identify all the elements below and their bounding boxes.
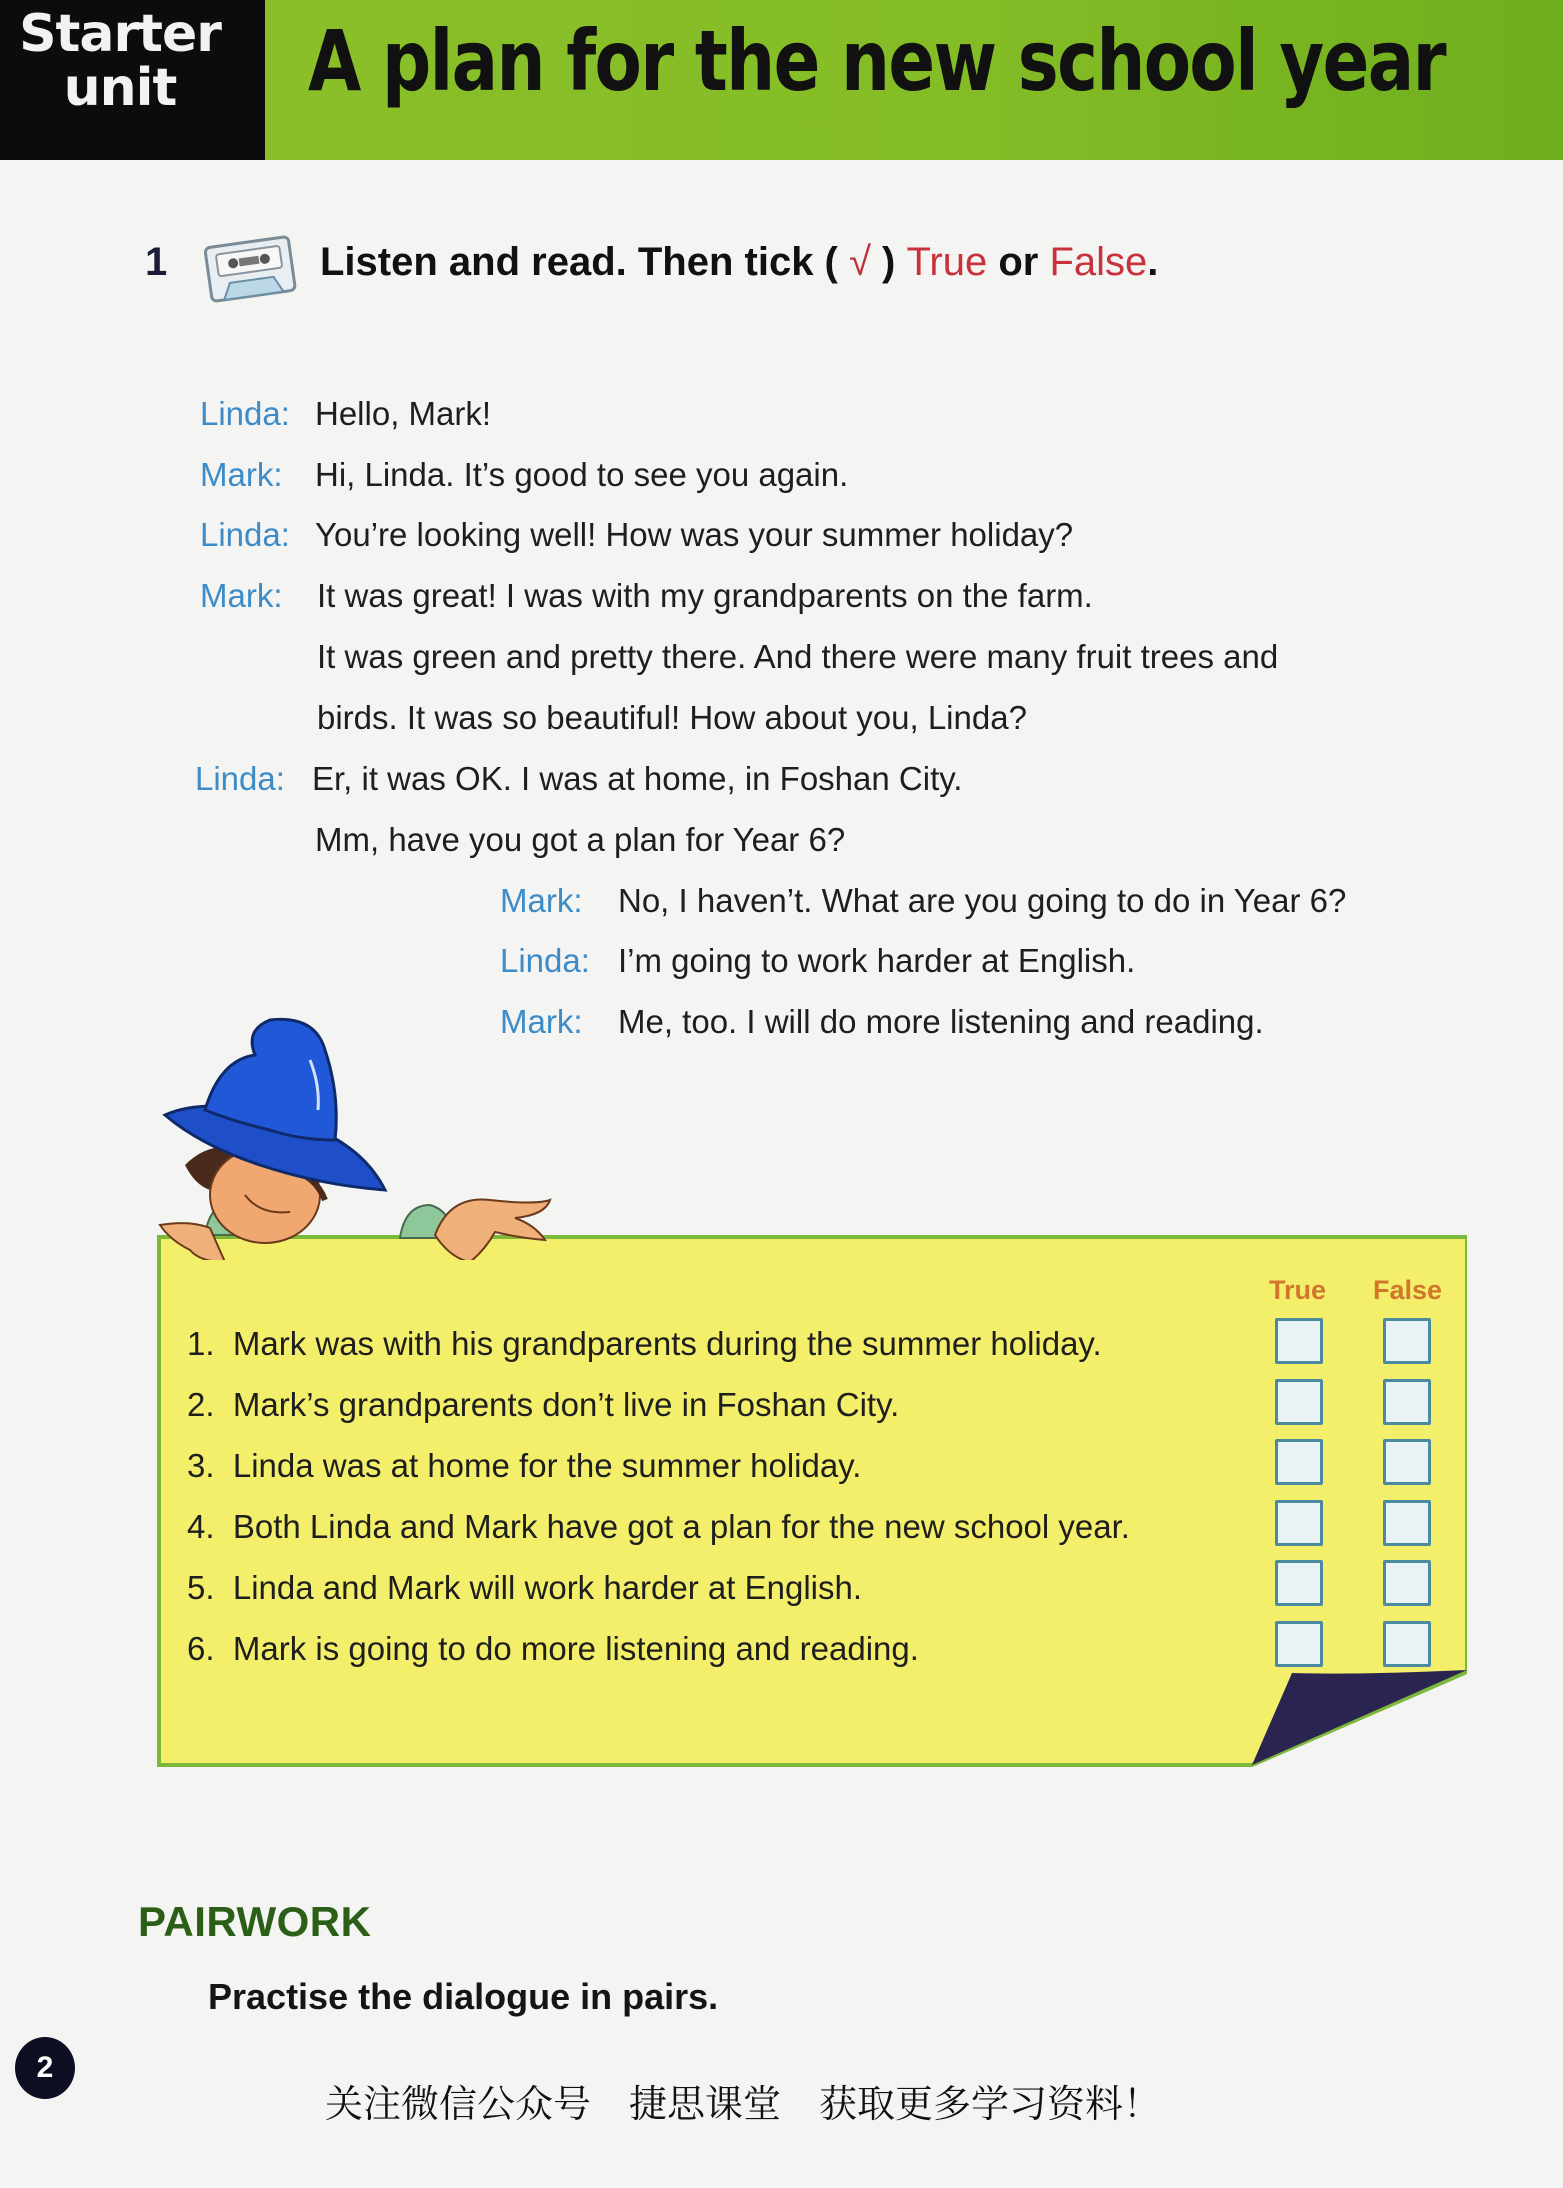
page-number-badge: 2	[15, 2037, 75, 2099]
statement-number: 5.	[187, 1569, 215, 1606]
true-checkbox[interactable]	[1275, 1560, 1323, 1606]
statement-number: 1.	[187, 1325, 215, 1362]
true-checkbox[interactable]	[1275, 1621, 1323, 1667]
speaker-label: Mark:	[200, 577, 283, 614]
statement-text	[187, 1569, 862, 1607]
page-header	[0, 0, 1563, 160]
exercise-heading	[145, 232, 1395, 302]
exercise-instruction	[320, 240, 1158, 285]
instruction-period: .	[1147, 240, 1159, 284]
wizard-character-illustration	[150, 1000, 570, 1260]
statement-body: Mark’s grandparents don’t live in Foshan City.	[232, 1386, 900, 1423]
speaker-label: Linda:	[500, 942, 590, 979]
pairwork-instruction: Practise the dialogue in pairs.	[208, 1976, 719, 2017]
instruction-text: Listen and read. Then tick (	[320, 240, 849, 284]
false-checkbox[interactable]	[1383, 1439, 1431, 1485]
true-checkbox[interactable]	[1275, 1439, 1323, 1485]
statement-text	[187, 1447, 861, 1485]
false-checkbox[interactable]	[1383, 1500, 1431, 1546]
dialogue-line: It was great! I was with my grandparents on the farm.	[317, 577, 1093, 614]
statement-body: Linda was at home for the summer holiday.	[232, 1447, 862, 1484]
statement-text	[187, 1630, 919, 1668]
unit-badge	[0, 0, 265, 160]
tick-mark-icon: √	[848, 240, 871, 284]
column-header-true: True	[1269, 1275, 1327, 1305]
dialogue-line: Hello, Mark!	[315, 395, 492, 432]
statement-text	[187, 1386, 899, 1424]
true-word: True	[906, 240, 988, 284]
speaker-label: Mark:	[200, 456, 283, 493]
speaker-label: Linda:	[200, 516, 290, 553]
speaker-label: Mark:	[500, 1003, 583, 1040]
dialogue-line: You’re looking well! How was your summer holiday?	[315, 516, 1074, 553]
false-checkbox[interactable]	[1383, 1379, 1431, 1425]
or-word: or	[987, 240, 1050, 284]
false-checkbox[interactable]	[1383, 1560, 1431, 1606]
statement-body: Linda and Mark will work harder at English.	[232, 1569, 863, 1606]
statement-body: Mark was with his grandparents during the summer holiday.	[232, 1325, 1102, 1362]
dialogue-line: Hi, Linda. It’s good to see you again.	[315, 456, 849, 493]
false-word: False	[1049, 240, 1148, 284]
statement-body: Mark is going to do more listening and reading.	[232, 1630, 919, 1667]
column-header-false: False	[1373, 1275, 1443, 1305]
false-checkbox[interactable]	[1383, 1318, 1431, 1364]
statement-number: 3.	[187, 1447, 215, 1484]
sticky-note-background	[157, 1235, 1467, 1767]
dialogue-line: No, I haven’t. What are you going to do in Year 6?	[618, 882, 1347, 919]
dialogue-line: Me, too. I will do more listening and reading.	[618, 1003, 1264, 1040]
page-title: A plan for the new school year	[308, 12, 1445, 110]
statement-number: 6.	[187, 1630, 215, 1667]
unit-label-line2: unit	[63, 58, 177, 118]
dialogue-line: Mm, have you got a plan for Year 6?	[315, 821, 846, 858]
statement-text	[187, 1325, 1102, 1363]
dialogue-line: It was green and pretty there. And there were many fruit trees and	[317, 638, 1279, 675]
speaker-label: Linda:	[200, 395, 290, 432]
cassette-tape-icon[interactable]	[200, 232, 300, 304]
dialogue-line: I’m going to work harder at English.	[618, 942, 1136, 979]
statement-body: Both Linda and Mark have got a plan for the new school year.	[232, 1508, 1130, 1545]
pairwork-heading: PAIRWORK	[138, 1898, 372, 1945]
statement-text	[187, 1508, 1130, 1546]
true-false-panel	[157, 1235, 1467, 1765]
true-checkbox[interactable]	[1275, 1379, 1323, 1425]
true-checkbox[interactable]	[1275, 1500, 1323, 1546]
unit-label-line1: Starter	[19, 4, 221, 64]
statement-number: 2.	[187, 1386, 215, 1423]
dialogue-line: Er, it was OK. I was at home, in Foshan City.	[312, 760, 963, 797]
exercise-number: 1	[145, 240, 168, 284]
instruction-paren: )	[870, 240, 907, 284]
speaker-label: Linda:	[195, 760, 285, 797]
footer-promo-text: 关注微信公众号 捷思课堂 获取更多学习资料！	[325, 2082, 1162, 2126]
speaker-label: Mark:	[500, 882, 583, 919]
true-checkbox[interactable]	[1275, 1318, 1323, 1364]
dialogue-line: birds. It was so beautiful! How about you, Linda?	[317, 699, 1027, 736]
statement-number: 4.	[187, 1508, 215, 1545]
false-checkbox[interactable]	[1383, 1621, 1431, 1667]
